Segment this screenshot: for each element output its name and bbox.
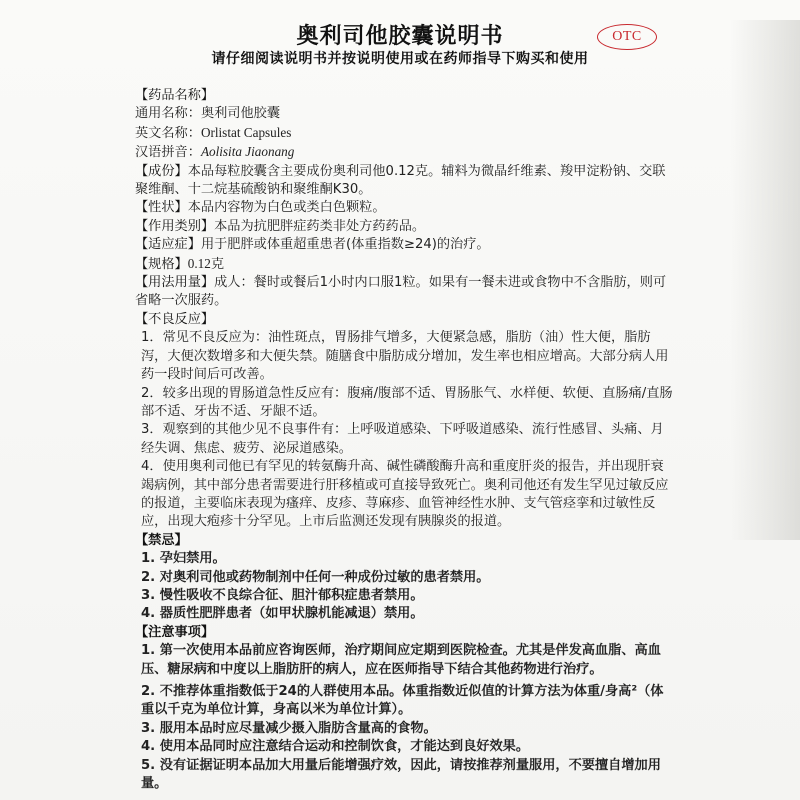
list-item: 2．较多出现的胃肠道急性反应有：腹痛/腹部不适、胃肠胀气、水样便、软便、直肠痛/直肠部不适、牙齿不适、牙龈不适。 [141,385,673,419]
section-heading: 【成份】 [135,163,188,179]
pinyin-label: 汉语拼音： [135,145,201,161]
section-heading: 【规格】 [135,256,188,272]
section-category [135,218,675,236]
section-composition [135,163,675,200]
section-heading: 【用法用量】 [135,275,215,291]
section-heading: 【性状】 [135,200,188,216]
section-text: 本品每粒胶囊含主要成份奥利司他0.12克。辅料为微晶纤维素、羧甲淀粉钠、交联聚维酮、十二烷基硫酸钠和聚维酮K30。 [135,163,666,198]
list-item: 1. 孕妇禁用。 [141,551,226,567]
list-item: 3. 慢性吸收不良综合征、胆汁郁积症患者禁用。 [141,587,424,603]
section-heading: 【作用类别】 [135,218,215,234]
leaflet-subtitle: 请仔细阅读说明书并按说明使用或在药师指导下购买和使用 [211,51,589,67]
list-item: 4. 使用本品同时应注意结合运动和控制饮食，才能达到良好效果。 [141,739,530,755]
section-specification [135,255,675,274]
section-dosage [135,274,675,311]
generic-name-value: 奥利司他胶囊 [200,106,281,122]
english-name-row [135,124,675,143]
paper-bleed-shadow [730,20,800,540]
pinyin-value: Aolisita Jiaonang [200,144,295,160]
english-name-label: 英文名称： [135,125,201,141]
section-heading: 【注意事项】 [135,624,215,640]
list-item: 1. 第一次使用本品前应咨询医师，治疗期间应定期到医院检查。尤其是伴发高血脂、高血压、糖尿病和中度以上脂肪肝的病人，应在医师指导下结合其他药物进行治疗。 [141,643,661,677]
list-item: 2. 不推荐体重指数低于24的人群使用本品。体重指数近似值的计算方法为体重/身高²（体重以千克为单位计算，身高以米为单位计算）。 [141,684,664,718]
otc-badge: OTC [597,24,657,50]
section-indications [135,236,675,254]
list-item: 2. 对奥利司他或药物制剂中任何一种成份过敏的患者禁用。 [141,569,490,585]
section-text: 成人：餐时或餐后1小时内口服1粒。如果有一餐未进或食物中不含脂肪，则可省略一次服药。 [135,275,667,309]
english-name-value: Orlistat Capsules [200,124,292,140]
section-text: 本品为抗肥胖症药类非处方药药品。 [214,218,426,234]
section-text: 本品内容物为白色或类白色颗粒。 [187,200,386,216]
list-item: 3．观察到的其他少见不良事件有：上呼吸道感染、下呼吸道感染、流行性感冒、头痛、月经失调、焦虑、疲劳、泌尿道感染。 [141,422,664,456]
list-item: 4．使用奥利司他已有罕见的转氨酶升高、碱性磷酸酶升高和重度肝炎的报告，并出现肝衰竭病例，其中部分患者需要进行肝移植或可直接导致死亡。奥利司他还有发生罕见过敏反应的报道，主要临床表现为瘙痒、皮疹、荨麻疹、血管神经性水肿、支气管痉挛和过敏性反应，出现大疱疹十分罕见。上市后监测还发现有胰腺炎的报道。 [141,459,669,530]
generic-name-row [135,105,675,123]
section-heading: 【适应症】 [135,237,201,253]
section-drug-name [135,87,675,105]
section-text: 0.12克 [187,255,225,271]
list-item: 4. 器质性肥胖患者（如甲状腺机能减退）禁用。 [141,606,424,622]
section-properties [135,199,675,217]
section-heading: 【药品名称】 [135,88,215,103]
section-heading: 【不良反应】 [135,311,215,327]
section-heading: 【禁忌】 [135,532,188,548]
leaflet-content [135,87,675,793]
list-item: 1．常见不良反应为：油性斑点，胃肠排气增多，大便紧急感，脂肪（油）性大便，脂肪泻，大便次数增多和大便失禁。随膳食中脂肪成分增加，发生率也相应增高。大部分病人用药一段时间后可改善。 [141,330,669,383]
section-text: 用于肥胖或体重超重患者(体重指数≥24)的治疗。 [200,237,490,253]
leaflet-title: 奥利司他胶囊说明书 [296,24,504,49]
section-contraindications [135,532,675,550]
section-adverse [135,311,675,329]
list-item: 5. 没有证据证明本品加大用量后能增强疗效，因此，请按推荐剂量服用，不要擅自增加用量。 [141,757,661,792]
generic-name-label: 通用名称： [135,106,201,122]
list-item: 3. 服用本品时应尽量减少摄入脂肪含量高的食物。 [141,720,437,736]
section-precautions [135,624,675,642]
pinyin-row [135,143,675,162]
